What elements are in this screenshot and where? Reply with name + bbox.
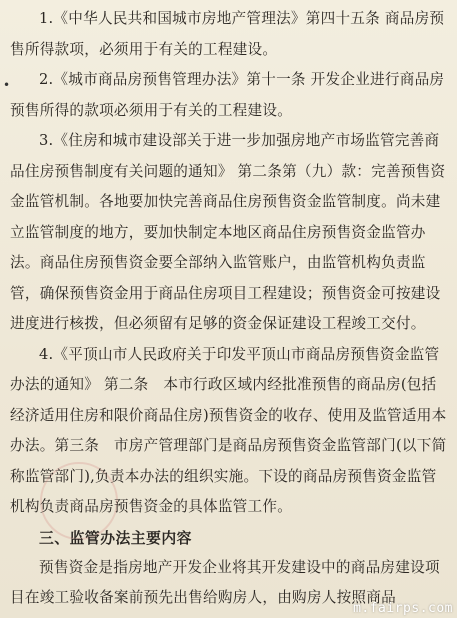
paragraph-5: 预售资金是指房地产开发企业将其开发建设中的商品房建设项目在竣工验收备案前预先出售给购房人，由购房人按照商品 <box>10 558 440 606</box>
margin-bullet: • <box>3 78 11 92</box>
paragraph-2: 2.《城市商品房预售管理办法》第十一条 开发企业进行商品房预售所得的款项必须用于有关的工程建设。 <box>10 71 445 119</box>
paragraph-1: 1.《中华人民共和国城市房地产管理法》第四十五条 商品房预售所得款项，必须用于有关的工程建设。 <box>10 10 445 58</box>
section-heading: 三、监管办法主要内容 <box>39 529 192 547</box>
document-body <box>10 4 447 614</box>
paragraph-4: 4.《平顶山市人民政府关于印发平顶山市商品房预售资金监管办法的通知》 第二条 本市行政区域内经批准预售的商品房(包括经济适用住房和限价商品住房)预售资金的收存、使用及监管适用本办法。第三条 市房产管理部门是商品房预售资金监管部门(以下简称监管部门),负责本办法的组织实施。下设的商品房预售资金监管机构负责商品房预售资金的具体监管工作。 <box>10 345 447 515</box>
paragraph-3: 3.《住房和城市建设部关于进一步加强房地产市场监管完善商品住房预售制度有关问题的通知》 第二条第（九）款：完善预售资金监管机制。各地要加快完善商品住房预售资金监管制度。尚未建立监管制度的地方，要加快制定本地区商品住房预售资金监管办法。商品住房预售资金要全部纳入监管账户，由监管机构负责监管，确保预售资金用于商品住房项目工程建设；预售资金可按建设进度进行核拨，但必须留有足够的资金保证建设工程竣工交付。 <box>10 132 446 332</box>
site-watermark: m.fairps.com <box>353 601 453 616</box>
